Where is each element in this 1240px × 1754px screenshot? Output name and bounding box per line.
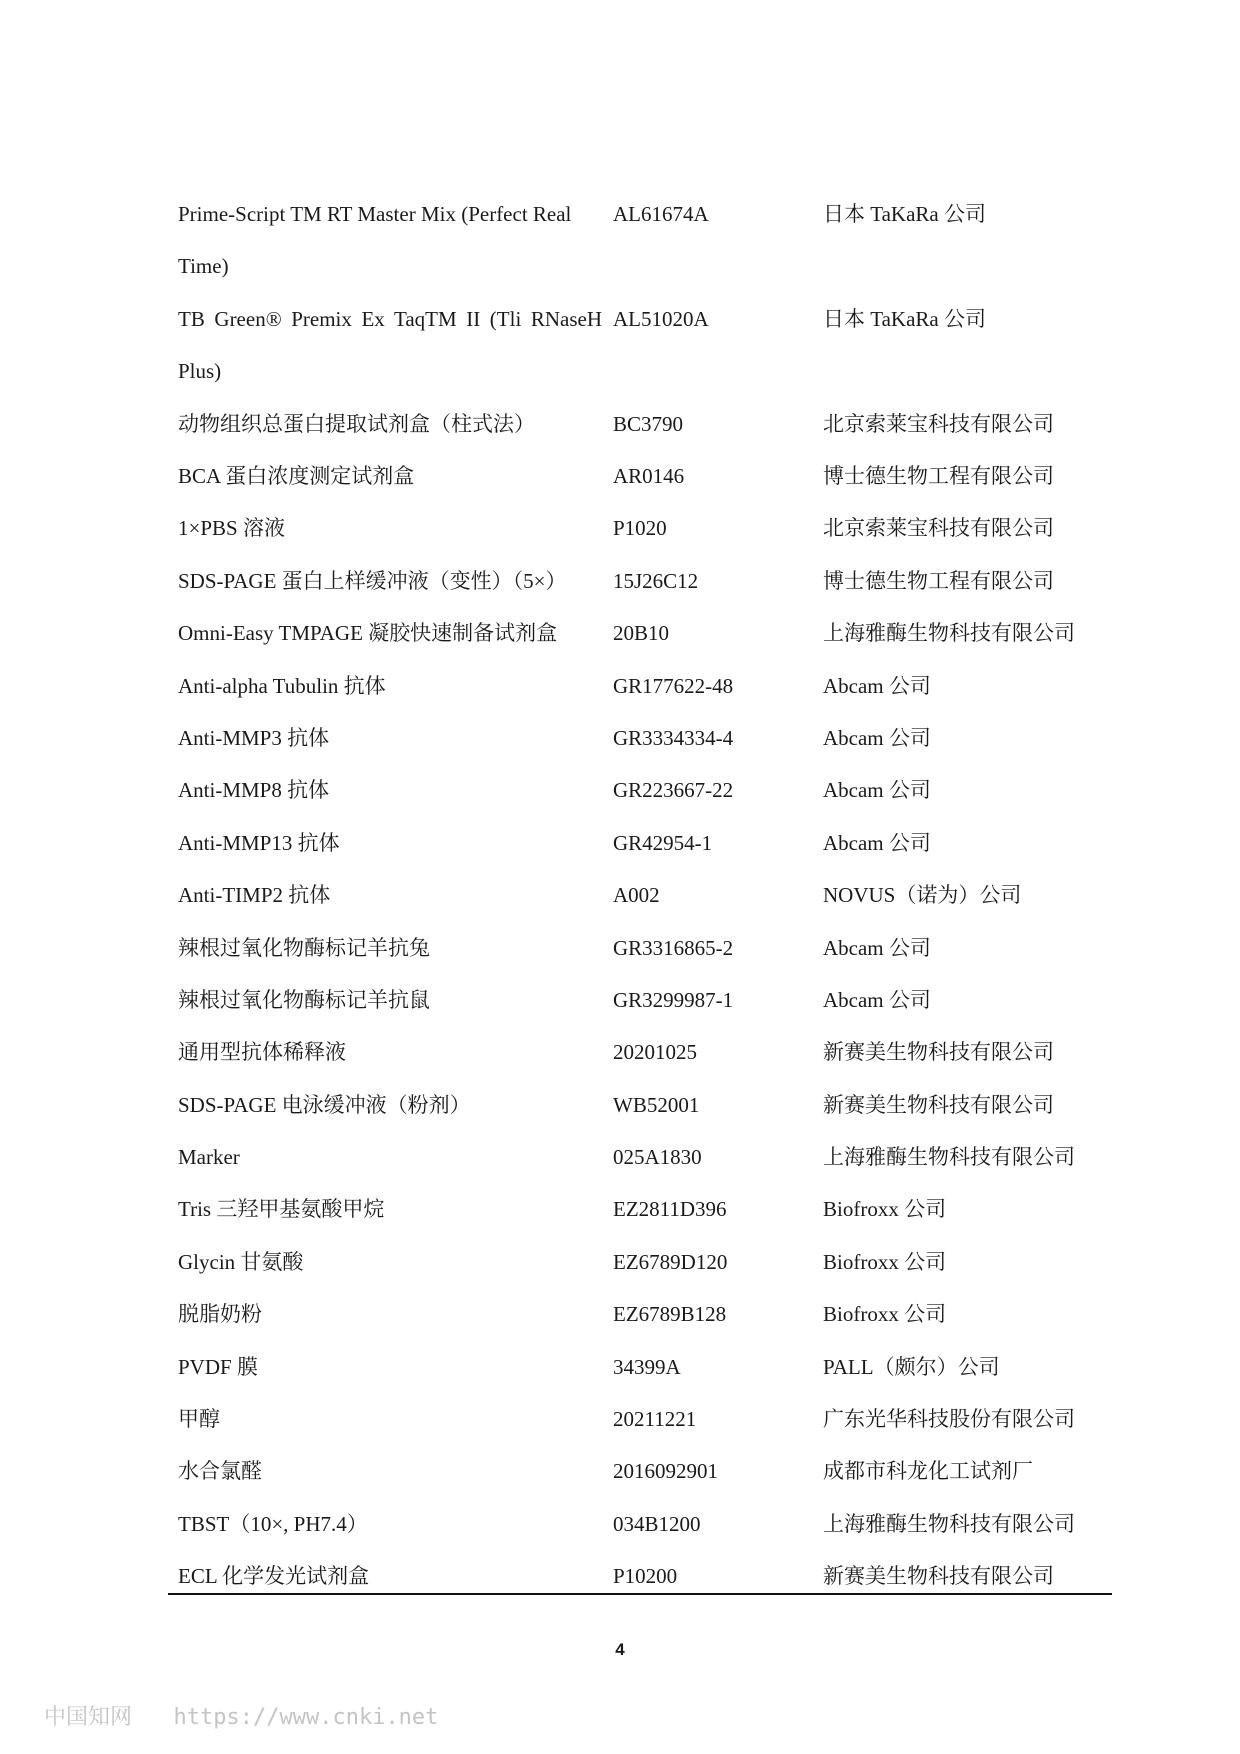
reagent-name: Anti-MMP3 抗体: [178, 725, 330, 750]
reagent-name: Omni-Easy TMPAGE 凝胶快速制备试剂盒: [178, 621, 558, 646]
catalog-number: 20201025: [613, 1040, 697, 1065]
reagent-name: SDS-PAGE 蛋白上样缓冲液（变性）（5×）: [178, 568, 567, 593]
watermark-logo: 中国知网: [44, 1705, 133, 1730]
catalog-number: AR0146: [613, 463, 685, 488]
catalog-number: 15J26C12: [613, 568, 699, 593]
reagent-name: 动物组织总蛋白提取试剂盒（柱式法）: [178, 411, 535, 436]
manufacturer: 北京索莱宝科技有限公司: [823, 411, 1054, 436]
reagent-name: 脱脂奶粉: [178, 1302, 262, 1327]
table-row: [168, 974, 1112, 1026]
manufacturer: 上海雅酶生物科技有限公司: [823, 1145, 1075, 1170]
manufacturer: NOVUS（诺为）公司: [823, 883, 1022, 908]
catalog-number: GR3334334-4: [613, 725, 734, 750]
manufacturer: 博士德生物工程有限公司: [823, 463, 1054, 488]
reagent-name: PVDF 膜: [178, 1354, 258, 1379]
table-row: [168, 1288, 1112, 1340]
catalog-number: 20B10: [613, 621, 670, 646]
watermark-url: https://www.cnki.net: [173, 1705, 439, 1730]
catalog-number: 034B1200: [613, 1511, 701, 1536]
reagent-name: BCA 蛋白浓度测定试剂盒: [178, 463, 415, 488]
manufacturer: 新赛美生物科技有限公司: [823, 1092, 1054, 1117]
reagent-name: Anti-TIMP2 抗体: [178, 883, 331, 908]
catalog-number: P1020: [613, 516, 667, 541]
catalog-number: 2016092901: [613, 1459, 718, 1484]
table-row: [168, 1236, 1112, 1288]
reagent-name: Tris 三羟甲基氨酸甲烷: [178, 1197, 385, 1222]
reagent-name: 辣根过氧化物酶标记羊抗鼠: [178, 987, 430, 1012]
table-row: [168, 1445, 1112, 1497]
table-row: [168, 607, 1112, 659]
catalog-number: GR177622-48: [613, 673, 734, 698]
page-number: 4: [615, 1640, 625, 1659]
table-row: [168, 1079, 1112, 1131]
manufacturer: Abcam 公司: [823, 987, 931, 1012]
reagent-name: Anti-alpha Tubulin 抗体: [178, 673, 386, 698]
reagent-name: Prime-Script TM RT Master Mix (Perfect Real Time): [178, 202, 572, 279]
catalog-number: EZ2811D396: [613, 1197, 727, 1222]
table-bottom-rule: [168, 1593, 1112, 1595]
reagent-name: Glycin 甘氨酸: [178, 1249, 304, 1274]
manufacturer: 上海雅酶生物科技有限公司: [823, 1511, 1075, 1536]
table-row: [168, 1498, 1112, 1550]
reagent-name: TBST（10×, PH7.4）: [178, 1511, 368, 1536]
reagent-name: 辣根过氧化物酶标记羊抗兔: [178, 935, 430, 960]
catalog-number: AL61674A: [613, 202, 709, 226]
manufacturer: Abcam 公司: [823, 778, 931, 803]
reagent-name: Anti-MMP13 抗体: [178, 830, 340, 855]
table-row: [168, 1131, 1112, 1183]
table-row: [168, 869, 1112, 921]
manufacturer: 上海雅酶生物科技有限公司: [823, 621, 1075, 646]
table-row: [168, 1183, 1112, 1235]
manufacturer: 成都市科龙化工试剂厂: [823, 1459, 1033, 1484]
manufacturer: Abcam 公司: [823, 673, 931, 698]
reagent-name: Anti-MMP8 抗体: [178, 778, 330, 803]
reagent-name: Marker: [178, 1145, 240, 1170]
catalog-number: WB52001: [613, 1092, 700, 1117]
table-row: [168, 188, 1112, 293]
manufacturer: 广东光华科技股份有限公司: [823, 1407, 1075, 1432]
catalog-number: AL51020A: [613, 306, 709, 331]
catalog-number: GR42954-1: [613, 830, 713, 855]
manufacturer: PALL（颇尔）公司: [823, 1354, 1000, 1379]
table-row: [168, 712, 1112, 764]
table-row: [168, 555, 1112, 607]
catalog-number: GR3316865-2: [613, 935, 734, 960]
manufacturer: Biofroxx 公司: [823, 1197, 947, 1222]
manufacturer: Biofroxx 公司: [823, 1302, 947, 1327]
table-row: [168, 293, 1112, 398]
manufacturer: 新赛美生物科技有限公司: [823, 1040, 1054, 1065]
catalog-number: 34399A: [613, 1354, 681, 1379]
catalog-number: EZ6789B128: [613, 1302, 727, 1327]
reagent-table: [168, 188, 1112, 1603]
manufacturer: 北京索莱宝科技有限公司: [823, 516, 1054, 541]
reagent-name: ECL 化学发光试剂盒: [178, 1564, 370, 1589]
table-row: [168, 502, 1112, 554]
reagent-name: 1×PBS 溶液: [178, 516, 285, 541]
manufacturer: 日本 TaKaRa 公司: [823, 202, 986, 226]
manufacturer: Abcam 公司: [823, 830, 931, 855]
table-row: [168, 817, 1112, 869]
manufacturer: Abcam 公司: [823, 935, 931, 960]
catalog-number: 025A1830: [613, 1145, 702, 1170]
manufacturer: 博士德生物工程有限公司: [823, 568, 1054, 593]
watermark: [44, 1700, 438, 1731]
catalog-number: BC3790: [613, 411, 684, 436]
catalog-number: 20211221: [613, 1407, 697, 1432]
reagent-name: 水合氯醛: [178, 1459, 262, 1484]
table-row: [168, 922, 1112, 974]
catalog-number: A002: [613, 883, 660, 908]
reagent-name: 通用型抗体稀释液: [178, 1040, 346, 1065]
table-row: [168, 398, 1112, 450]
table-row: [168, 450, 1112, 502]
reagent-name: SDS-PAGE 电泳缓冲液（粉剂）: [178, 1092, 471, 1117]
reagent-name: TB Green® Premix Ex TaqTM II (Tli RNaseH Plus): [178, 306, 602, 384]
table-row: [168, 1341, 1112, 1393]
manufacturer: 新赛美生物科技有限公司: [823, 1564, 1054, 1589]
table-row: [168, 1393, 1112, 1445]
table-row: [168, 764, 1112, 816]
manufacturer: Biofroxx 公司: [823, 1249, 947, 1274]
manufacturer: 日本 TaKaRa 公司: [823, 306, 986, 331]
table-row: [168, 1026, 1112, 1078]
catalog-number: P10200: [613, 1564, 678, 1589]
catalog-number: GR3299987-1: [613, 987, 734, 1012]
catalog-number: EZ6789D120: [613, 1249, 728, 1274]
catalog-number: GR223667-22: [613, 778, 734, 803]
table-row: [168, 660, 1112, 712]
reagent-name: 甲醇: [178, 1407, 220, 1432]
manufacturer: Abcam 公司: [823, 725, 931, 750]
